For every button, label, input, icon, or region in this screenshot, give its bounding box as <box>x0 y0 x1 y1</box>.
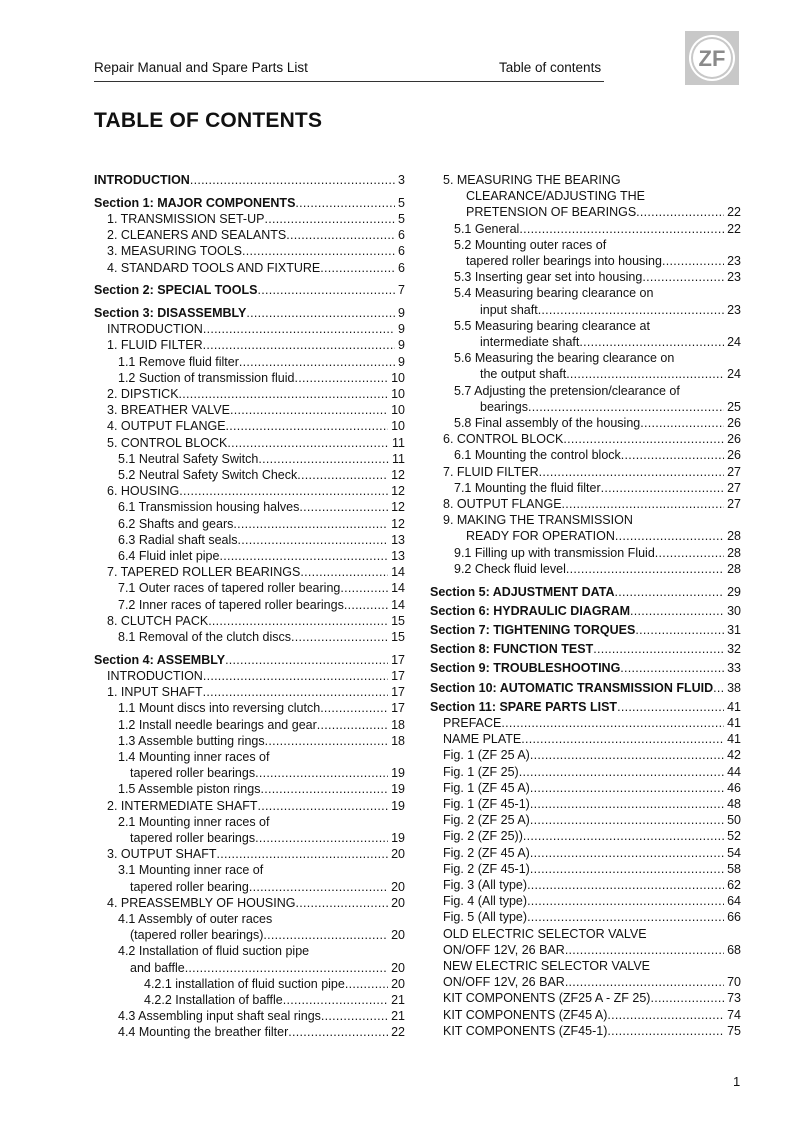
toc-entry[interactable]: input shaft . . . 23 <box>430 302 741 318</box>
toc-entry[interactable]: KIT COMPONENTS (ZF45-1) . . . 75 <box>430 1023 741 1039</box>
toc-entry[interactable]: KIT COMPONENTS (ZF25 A - ZF 25) . . . 73 <box>430 990 741 1006</box>
toc-entry[interactable]: Section 4: ASSEMBLY . . . 17 <box>94 652 405 668</box>
toc-entry[interactable]: 8. CLUTCH PACK . . . 15 <box>94 613 405 629</box>
toc-entry[interactable]: 5.1 General . . . 22 <box>430 221 741 237</box>
toc-left-column <box>94 172 405 1041</box>
toc-entry[interactable]: 2. CLEANERS AND SEALANTS . . . 6 <box>94 227 405 243</box>
toc-entry[interactable]: 5.3 Inserting gear set into housing . . . 23 <box>430 269 741 285</box>
header-manual-title: Repair Manual and Spare Parts List <box>94 60 308 75</box>
toc-entry-line: OLD ELECTRIC SELECTOR VALVE <box>443 926 647 941</box>
toc-entry[interactable]: Section 6: HYDRAULIC DIAGRAM . . . 30 <box>430 603 741 619</box>
toc-entry-line: 1.4 Mounting inner races of <box>118 749 270 764</box>
toc-entry[interactable]: 1. FLUID FILTER . . . 9 <box>94 337 405 353</box>
toc-entry[interactable]: INTRODUCTION . . . 3 <box>94 172 405 188</box>
toc-entry-line: 9. MAKING THE TRANSMISSION <box>443 513 633 528</box>
toc-entry[interactable]: the output shaft . . . 24 <box>430 366 741 382</box>
toc-entry-line: 5.2 Mounting outer races of <box>454 237 607 252</box>
toc-entry[interactable]: Fig. 2 (ZF 25)) . . . 52 <box>430 828 741 844</box>
toc-entry[interactable]: 7.1 Mounting the fluid filter . . . 27 <box>430 480 741 496</box>
toc-entry[interactable]: INTRODUCTION . . . 9 <box>94 321 405 337</box>
toc-entry[interactable]: Section 3: DISASSEMBLY . . . 9 <box>94 305 405 321</box>
toc-entry[interactable]: 4.4 Mounting the breather filter . . . 22 <box>94 1024 405 1040</box>
toc-entry[interactable]: 6.2 Shafts and gears . . . 12 <box>94 516 405 532</box>
toc-entry[interactable]: Fig. 2 (ZF 45 A) . . . 54 <box>430 845 741 861</box>
page-number: 1 <box>733 1074 741 1089</box>
toc-entry[interactable]: NAME PLATE . . . 41 <box>430 731 741 747</box>
zf-logo-icon <box>685 31 739 85</box>
toc-entry[interactable]: 9.1 Filling up with transmission Fluid . . . 28 <box>430 545 741 561</box>
toc-entry[interactable]: PRETENSION OF BEARINGS . . . 22 <box>430 204 741 220</box>
toc-entry[interactable]: 4. STANDARD TOOLS AND FIXTURE . . . 6 <box>94 260 405 276</box>
toc-entry[interactable]: 1.1 Mount discs into reversing clutch . . . 17 <box>94 700 405 716</box>
toc-entry[interactable]: PREFACE . . . 41 <box>430 715 741 731</box>
toc-entry-line: 4.2 Installation of fluid suction pipe <box>118 944 310 959</box>
header-section-title: Table of contents <box>499 60 602 75</box>
toc-entry[interactable]: Section 1: MAJOR COMPONENTS . . . 5 <box>94 195 405 211</box>
toc-entry[interactable]: bearings . . . 25 <box>430 399 741 415</box>
toc-entry[interactable]: tapered roller bearings . . . 19 <box>94 765 405 781</box>
toc-entry[interactable]: Fig. 1 (ZF 25 A) . . . 42 <box>430 747 741 763</box>
toc-entry[interactable]: tapered roller bearings into housing . . . 23 <box>430 253 741 269</box>
toc-entry[interactable]: Fig. 5 (All type) . . . 66 <box>430 909 741 925</box>
toc-entry[interactable]: Fig. 2 (ZF 25 A) . . . 50 <box>430 812 741 828</box>
toc-entry-line: 5. MEASURING THE BEARING <box>443 173 621 187</box>
toc-entry-line: 5.7 Adjusting the pretension/clearance of <box>454 383 680 398</box>
toc-entry-line: 5.5 Measuring bearing clearance at <box>454 318 650 333</box>
toc-entry[interactable]: 5. CONTROL BLOCK . . . 11 <box>94 435 405 451</box>
toc-entry[interactable]: 5.1 Neutral Safety Switch . . . 11 <box>94 451 405 467</box>
toc-entry[interactable]: and baffle . . . 20 <box>94 960 405 976</box>
toc-entry-line: 3.1 Mounting inner race of <box>118 863 264 878</box>
toc-entry[interactable]: 1.2 Install needle bearings and gear . . . 18 <box>94 717 405 733</box>
toc-entry[interactable]: 6.4 Fluid inlet pipe . . . 13 <box>94 548 405 564</box>
toc-entry[interactable]: 4. OUTPUT FLANGE . . . 10 <box>94 418 405 434</box>
toc-entry-line: 2.1 Mounting inner races of <box>118 814 270 829</box>
toc-entry[interactable]: 1.2 Suction of transmission fluid . . . 10 <box>94 370 405 386</box>
toc-entry-line: 5.4 Measuring bearing clearance on <box>454 286 654 301</box>
toc-entry[interactable]: ON/OFF 12V, 26 BAR . . . 70 <box>430 974 741 990</box>
toc-entry[interactable]: Section 11: SPARE PARTS LIST . . . 41 <box>430 699 741 715</box>
toc-entry[interactable]: 8.1 Removal of the clutch discs . . . 15 <box>94 629 405 645</box>
toc-entry[interactable]: Fig. 2 (ZF 45-1) . . . 58 <box>430 861 741 877</box>
toc-entry[interactable]: READY FOR OPERATION . . . 28 <box>430 528 741 544</box>
toc-right-column <box>430 172 741 1039</box>
toc-entry[interactable]: (tapered roller bearings) . . . 20 <box>94 927 405 943</box>
toc-entry[interactable]: 7. FLUID FILTER . . . 27 <box>430 464 741 480</box>
toc-entry[interactable]: 1.5 Assemble piston rings . . . 19 <box>94 781 405 797</box>
toc-entry[interactable]: 1.1 Remove fluid filter . . . 9 <box>94 354 405 370</box>
toc-entry-line: 5.6 Measuring the bearing clearance on <box>454 351 675 366</box>
toc-entry[interactable]: tapered roller bearings . . . 19 <box>94 830 405 846</box>
toc-entry[interactable]: 6.1 Transmission housing halves . . . 12 <box>94 499 405 515</box>
toc-entry[interactable]: 5.8 Final assembly of the housing . . . 26 <box>430 415 741 431</box>
toc-entry[interactable]: 2. INTERMEDIATE SHAFT . . . 19 <box>94 798 405 814</box>
toc-entry-line: NEW ELECTRIC SELECTOR VALVE <box>443 959 650 974</box>
toc-entry[interactable]: 5.2 Neutral Safety Switch Check . . . 12 <box>94 467 405 483</box>
toc-entry[interactable]: KIT COMPONENTS (ZF45 A) . . . 74 <box>430 1007 741 1023</box>
header-rule <box>94 81 604 82</box>
toc-entry[interactable]: 7. TAPERED ROLLER BEARINGS . . . 14 <box>94 564 405 580</box>
toc-entry[interactable]: Fig. 4 (All type) . . . 64 <box>430 893 741 909</box>
toc-entry[interactable]: 4.3 Assembling input shaft seal rings . . . 21 <box>94 1008 405 1024</box>
toc-entry[interactable]: 3. MEASURING TOOLS . . . 6 <box>94 243 405 259</box>
toc-entry-line: 4.1 Assembly of outer races <box>118 911 273 926</box>
page-title: TABLE OF CONTENTS <box>94 109 323 132</box>
toc-entry[interactable]: Section 10: AUTOMATIC TRANSMISSION FLUID . . . 38 <box>430 680 741 696</box>
toc-entry[interactable]: ON/OFF 12V, 26 BAR . . . 68 <box>430 942 741 958</box>
toc-entry[interactable]: Fig. 1 (ZF 45 A) . . . 46 <box>430 780 741 796</box>
toc-entry[interactable]: 6.1 Mounting the control block . . . 26 <box>430 447 741 463</box>
toc-entry[interactable]: 9.2 Check fluid level . . . 28 <box>430 561 741 577</box>
toc-entry[interactable]: 6. CONTROL BLOCK . . . 26 <box>430 431 741 447</box>
toc-entry[interactable]: 1.3 Assemble butting rings . . . 18 <box>94 733 405 749</box>
toc-entry[interactable]: Section 8: FUNCTION TEST . . . 32 <box>430 641 741 657</box>
toc-entry[interactable]: 1. TRANSMISSION SET-UP . . . 5 <box>94 211 405 227</box>
toc-entry[interactable]: 8. OUTPUT FLANGE . . . 27 <box>430 496 741 512</box>
toc-entry[interactable]: Fig. 1 (ZF 25) . . . 44 <box>430 764 741 780</box>
toc-entry[interactable]: intermediate shaft . . . 24 <box>430 334 741 350</box>
toc-entry[interactable]: 1. INPUT SHAFT . . . 17 <box>94 684 405 700</box>
toc-entry[interactable]: INTRODUCTION . . . 17 <box>94 668 405 684</box>
toc-entry[interactable]: 4.2.1 installation of fluid suction pipe . . . 20 <box>94 976 405 992</box>
toc-entry[interactable]: 4.2.2 Installation of baffle . . . 21 <box>94 992 405 1008</box>
toc-entry[interactable]: 6. HOUSING . . . 12 <box>94 483 405 499</box>
toc-entry[interactable]: Section 7: TIGHTENING TORQUES . . . 31 <box>430 622 741 638</box>
toc-entry-line: CLEARANCE/ADJUSTING THE <box>466 189 645 204</box>
toc-entry[interactable]: 3. BREATHER VALVE . . . 10 <box>94 402 405 418</box>
toc-entry[interactable]: Section 2: SPECIAL TOOLS . . . 7 <box>94 282 405 298</box>
toc-entry[interactable]: 3. OUTPUT SHAFT . . . 20 <box>94 846 405 862</box>
toc-entry[interactable]: Section 5: ADJUSTMENT DATA . . . 29 <box>430 584 741 600</box>
svg-text:ZF: ZF <box>698 46 726 71</box>
toc-entry[interactable]: Fig. 1 (ZF 45-1) . . . 48 <box>430 796 741 812</box>
toc-entry[interactable]: 6.3 Radial shaft seals . . . 13 <box>94 532 405 548</box>
toc-entry[interactable]: 4. PREASSEMBLY OF HOUSING . . . 20 <box>94 895 405 911</box>
toc-entry[interactable]: Fig. 3 (All type) . . . 62 <box>430 877 741 893</box>
toc-entry[interactable]: Section 9: TROUBLESHOOTING . . . 33 <box>430 660 741 676</box>
toc-entry[interactable]: 7.2 Inner races of tapered roller bearings . . . 14 <box>94 597 405 613</box>
toc-entry[interactable]: tapered roller bearing . . . 20 <box>94 879 405 895</box>
toc-entry[interactable]: 7.1 Outer races of tapered roller bearing . . . 14 <box>94 580 405 596</box>
toc-entry[interactable]: 2. DIPSTICK . . . 10 <box>94 386 405 402</box>
